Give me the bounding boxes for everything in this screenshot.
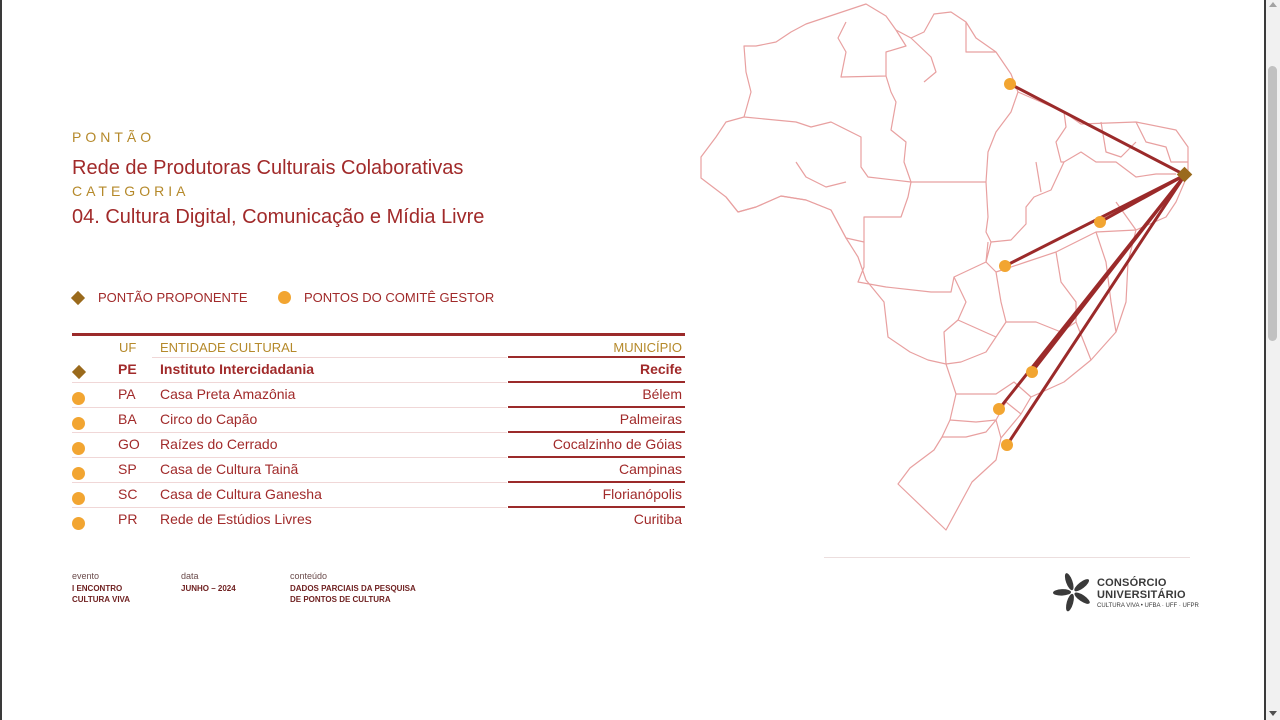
logo-line1: CONSÓRCIO [1097, 577, 1167, 589]
table-row [72, 358, 685, 383]
row-uf: PE [118, 361, 137, 377]
scroll-down-arrow-icon[interactable] [1269, 711, 1277, 716]
row-municipio: Palmeiras [619, 411, 682, 427]
row-municipio: Bélem [642, 386, 682, 402]
table-row [72, 458, 685, 483]
dot-icon [72, 467, 85, 480]
table-row [72, 408, 685, 433]
header-municipio: MUNICÍPIO [613, 340, 682, 355]
legend-proponente [72, 290, 248, 305]
dot-icon [72, 517, 85, 530]
row-entidade: Raízes do Cerrado [160, 436, 278, 452]
diamond-icon [71, 290, 85, 304]
footer-conteudo [290, 571, 416, 605]
table-row [72, 508, 685, 533]
header-uf: UF [119, 340, 137, 355]
connection-lines [999, 84, 1185, 445]
row-municipio: Recife [639, 361, 682, 377]
row-uf: SP [118, 461, 137, 477]
logo-line2: UNIVERSITÁRIO [1097, 589, 1186, 601]
table-header-row [72, 333, 685, 358]
row-municipio: Curitiba [633, 511, 682, 527]
footer-evento-line1: I ENCONTRO [72, 584, 123, 593]
logo-line3: CULTURA VIVA • UFBA · UFF · UFPR [1097, 603, 1199, 609]
point-sp [1026, 366, 1038, 378]
row-uf: PA [118, 386, 136, 402]
row-entidade: Instituto Intercidadania [160, 361, 315, 377]
footer-evento [72, 571, 130, 605]
row-uf: PR [118, 511, 138, 527]
row-municipio: Cocalzinho de Góias [552, 436, 682, 452]
table-row [72, 383, 685, 408]
point-go [999, 260, 1011, 272]
row-uf: SC [118, 486, 138, 502]
row-municipio: Florianópolis [602, 486, 682, 502]
leaf-flower-icon [1052, 571, 1094, 613]
window-left-border [0, 0, 2, 720]
categoria-name: 04. Cultura Digital, Comunicação e Mídia Livre [72, 206, 485, 228]
row-municipio: Campinas [618, 461, 682, 477]
row-entidade: Casa Preta Amazônia [160, 386, 296, 402]
footer-data-value: JUNHO – 2024 [181, 584, 236, 593]
footer-conteudo-line1: DADOS PARCIAIS DA PESQUISA [290, 584, 416, 593]
row-entidade: Casa de Cultura Tainã [160, 461, 299, 477]
point-pa [1004, 78, 1016, 90]
categoria-label: CATEGORIA [72, 183, 190, 199]
legend-proponente-label: PONTÃO PROPONENTE [98, 290, 248, 305]
pontao-name: Rede de Produtoras Culturais Colaborativas [72, 157, 464, 179]
row-entidade: Rede de Estúdios Livres [160, 511, 312, 527]
scrollbar-thumb[interactable] [1268, 66, 1277, 341]
row-entidade: Casa de Cultura Ganesha [160, 486, 322, 502]
brazil-map [696, 2, 1196, 535]
legend-comite [278, 290, 494, 305]
footer-evento-line2: CULTURA VIVA [72, 595, 131, 604]
row-entidade: Circo do Capão [160, 411, 258, 427]
point-sc [1001, 439, 1013, 451]
row-uf: BA [118, 411, 137, 427]
pontao-label: PONTÃO [72, 129, 156, 145]
footer-data [181, 571, 236, 594]
row-uf: GO [118, 436, 140, 452]
line-sc [1007, 175, 1185, 445]
dot-icon [72, 492, 85, 505]
scroll-up-arrow-icon[interactable] [1269, 2, 1277, 7]
line-pa [1010, 84, 1185, 175]
consorcio-logo [1052, 571, 1199, 615]
logo-text [1097, 577, 1199, 611]
footer-conteudo-line2: DE PONTOS DE CULTURA [290, 595, 391, 604]
dot-icon [278, 291, 291, 304]
footer-divider [824, 557, 1190, 558]
diamond-icon [72, 365, 86, 379]
table-row [72, 433, 685, 458]
legend-comite-label: PONTOS DO COMITÊ GESTOR [304, 290, 495, 305]
dot-icon [72, 392, 85, 405]
table-row [72, 483, 685, 508]
footer-data-label: data [181, 571, 199, 581]
point-pr [993, 403, 1005, 415]
dot-icon [72, 442, 85, 455]
header-entidade: ENTIDADE CULTURAL [160, 340, 298, 355]
dot-icon [72, 417, 85, 430]
footer-conteudo-label: conteúdo [290, 571, 328, 581]
point-ba [1094, 216, 1106, 228]
footer-evento-label: evento [72, 571, 100, 581]
vertical-scrollbar[interactable] [1266, 0, 1280, 720]
